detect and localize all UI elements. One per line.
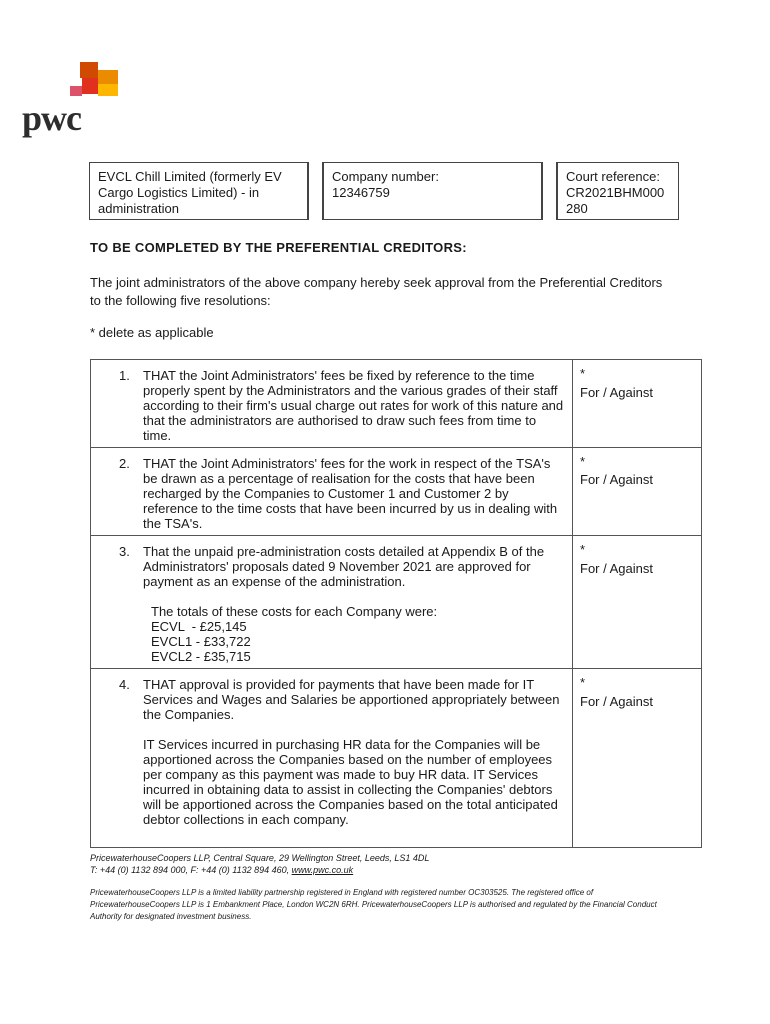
resolution-3-totals-intro: The totals of these costs for each Company were: [151, 604, 438, 619]
row-divider [91, 447, 701, 448]
footer-legal: PricewaterhouseCoopers LLP is a limited liability partnership registered in England with registered number OC303525. The registered office of PricewaterhouseCoopers LLP is 1 Embankment Place, London WC2N 6RH. PricewaterhouseCoopers LLP is authorised and regulated by the Financial Conduct Authority for designated investment business. [90, 888, 657, 921]
logo-block-1 [80, 62, 98, 78]
resolution-3-text: That the unpaid pre-administration costs detailed at Appendix B of the Administrators' proposals dated 9 November 2021 are approved for payment as an expense of the administration. [143, 544, 545, 589]
company-name-box [89, 162, 308, 220]
court-reference: CR2021BHM000 280 [566, 185, 665, 216]
resolution-3-total-evcl1: EVCL1 - £33,722 [151, 634, 251, 649]
resolution-1-text: THAT the Joint Administrators' fees be fixed by reference to the time properly spent by the Administrators and the various grades of their staff according to their firm's usual charge out rates for work of this nature and that the administrators are authorised to draw such fees from time to time. [143, 368, 564, 443]
logo-wordmark: pwc [22, 98, 81, 138]
company-number-box [323, 162, 542, 220]
court-reference-label: Court reference: [566, 169, 660, 184]
resolution-3-total-evcl2: EVCL2 - £35,715 [151, 649, 251, 664]
resolution-2-text: THAT the Joint Administrators' fees for the work in respect of the TSA's be drawn as a percentage of realisation for the costs that have been recharged by the Companies to Customer 1 and Customer 2 by reference to the time costs that have been incurred by us in dealing with the TSA's. [143, 456, 558, 531]
resolution-3-vote[interactable]: For / Against [580, 561, 653, 576]
footer-phone-fax: T: +44 (0) 1132 894 000, F: +44 (0) 1132 894 460, [90, 865, 292, 875]
resolution-2-number: 2. [119, 456, 130, 471]
footer-address-block [90, 852, 429, 876]
company-number: 12346759 [332, 185, 390, 200]
logo-block-2 [98, 70, 118, 84]
footer-contact [90, 864, 429, 876]
row-divider [91, 668, 701, 669]
logo-block-4 [98, 84, 118, 96]
resolution-4-detail: IT Services incurred in purchasing HR data for the Companies will be apportioned across the Companies based on the number of employees per company as this payment was made to buy HR data. IT Services incurred in obtaining data to assist in collecting the Companies' debtors will be apportioned across the Companies based on the total anticipated debtor collections in each company. [143, 737, 558, 827]
resolution-3-star: * [580, 542, 586, 557]
resolution-2-star: * [580, 454, 586, 469]
court-reference-box-divider [542, 162, 557, 220]
company-number-label: Company number: [332, 169, 439, 184]
resolution-4-number: 4. [119, 677, 130, 692]
resolution-2-vote[interactable]: For / Against [580, 472, 653, 487]
court-reference-box [557, 162, 679, 220]
pwc-logo [22, 62, 122, 142]
resolution-1-star: * [580, 366, 586, 381]
company-number-box-divider [308, 162, 323, 220]
delete-note: * delete as applicable [90, 325, 214, 340]
resolution-4-star: * [580, 675, 586, 690]
resolution-3-number: 3. [119, 544, 130, 559]
logo-block-5 [70, 86, 82, 96]
logo-block-3 [82, 78, 98, 94]
footer-address: PricewaterhouseCoopers LLP, Central Square, 29 Wellington Street, Leeds, LS1 4DL [90, 853, 430, 863]
row-divider [91, 535, 701, 536]
resolution-3-total-ecvl: ECVL - £25,145 [151, 619, 247, 634]
resolutions-table [90, 359, 702, 848]
resolution-1-number: 1. [119, 368, 130, 383]
column-divider [572, 360, 573, 847]
company-name: EVCL Chill Limited (formerly EV Cargo Logistics Limited) - in administration [98, 169, 282, 216]
resolution-4-vote[interactable]: For / Against [580, 694, 653, 709]
footer-website-link[interactable]: www.pwc.co.uk [291, 865, 354, 875]
resolution-4-text: THAT approval is provided for payments that have been made for IT Services and Wages and Salaries be apportioned appropriately between the Companies. [143, 677, 560, 722]
page-title: TO BE COMPLETED BY THE PREFERENTIAL CREDITORS: [90, 240, 467, 255]
intro-text: The joint administrators of the above company hereby seek approval from the Preferential Creditors to the following five resolutions: [90, 275, 663, 308]
resolution-1-vote[interactable]: For / Against [580, 385, 653, 400]
